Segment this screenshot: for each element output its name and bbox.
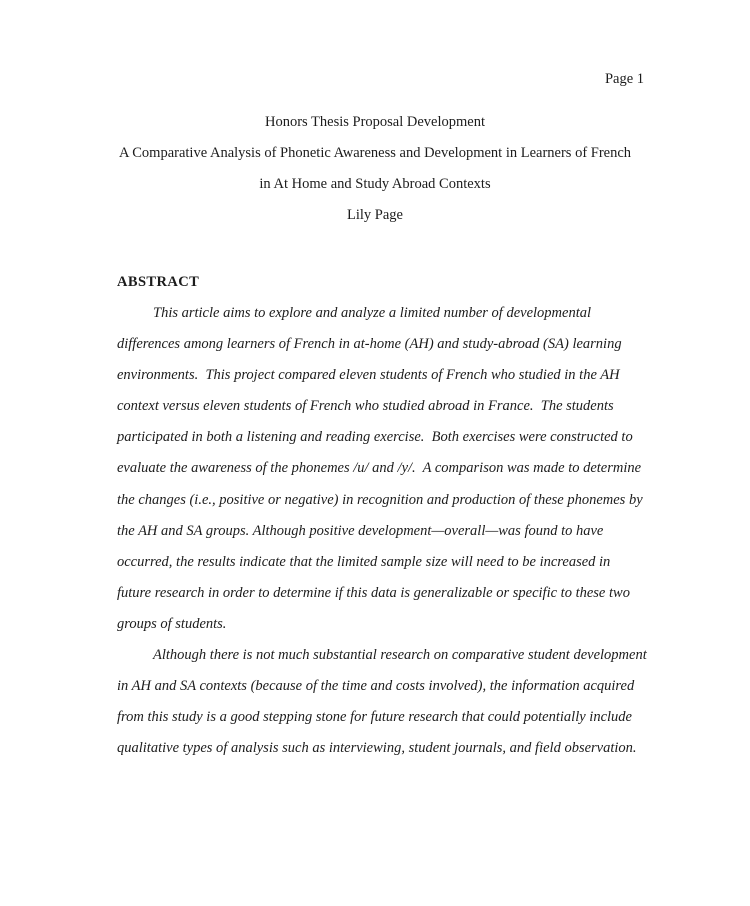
abstract-section bbox=[117, 267, 651, 764]
title-block bbox=[0, 107, 750, 231]
page-number: Page 1 bbox=[604, 71, 644, 87]
title-line-main: A Comparative Analysis of Phonetic Awareness and Development in Learners of French bbox=[118, 145, 632, 161]
abstract-paragraph-2: Although there is not much substantial research on comparative student development in AH and SA contexts (because of the time and costs involved), the information acquired from this study is a good stepping stone for future research that could potentially include qualitative types of analysis such as interviewing, student journals, and field observation. bbox=[117, 647, 651, 757]
title-line-subtitle: in At Home and Study Abroad Contexts bbox=[259, 176, 491, 192]
abstract-paragraph-1: This article aims to explore and analyze a limited number of developmental differences among learners of French in at-home (AH) and study-abroad (SA) learning environments. This project compared eleven students of French who studied in the AH context versus eleven students of French who studied abroad in France. The students participated in both a listening and reading exercise. Both exercises were constructed to evaluate the awareness of the phonemes /u/ and /y/. A comparison was made to determine the changes (i.e., positive or negative) in recognition and production of these phonemes by the AH and SA groups. Although positive development—overall—was found to have occurred, the results indicate that the limited sample size will need to be increased in future research in order to determine if this data is generalizable or specific to these two groups of students. bbox=[117, 305, 647, 632]
title-line-author: Lily Page bbox=[347, 207, 403, 223]
abstract-heading: ABSTRACT bbox=[117, 274, 200, 290]
title-line-course: Honors Thesis Proposal Development bbox=[264, 114, 486, 130]
